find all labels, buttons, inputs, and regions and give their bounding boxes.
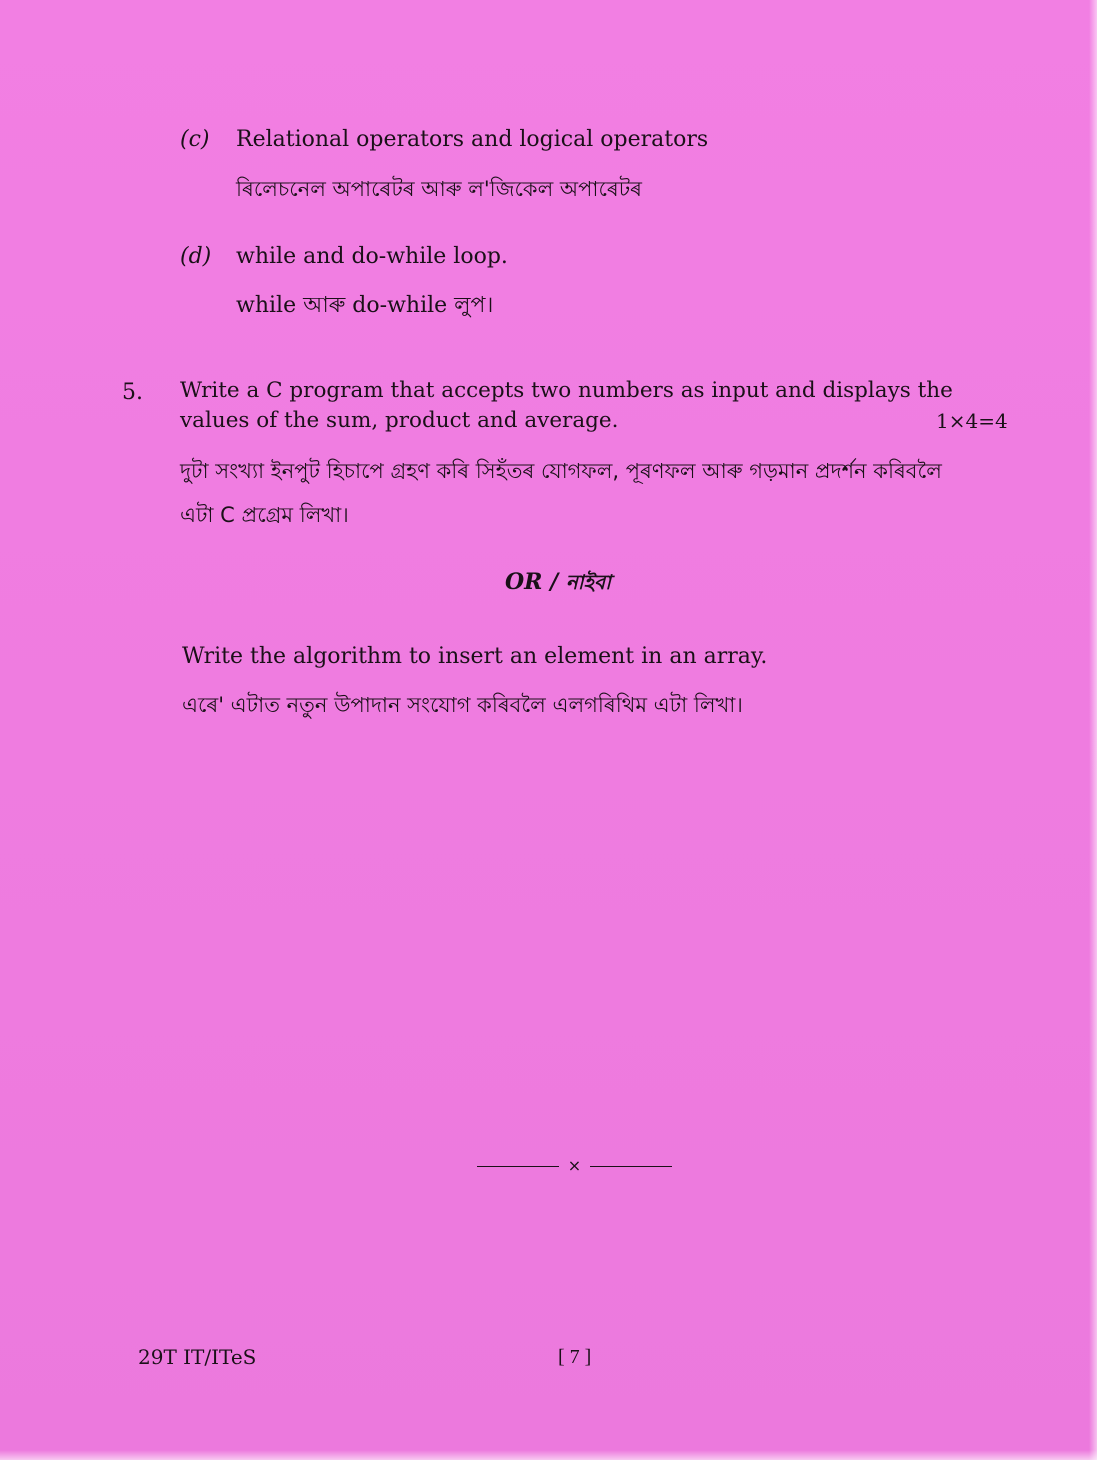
- q5-number: 5.: [122, 380, 143, 405]
- end-of-paper-mark: [477, 1151, 672, 1181]
- q4d-label: (d): [180, 244, 212, 269]
- page-edge-right: [1089, 0, 1097, 1460]
- q5-text-as-line2: এটা C প্ৰগ্ৰেম লিখা।: [180, 503, 349, 527]
- or-as: নাইবা: [565, 570, 611, 594]
- end-rule-right: [590, 1166, 672, 1167]
- q4d-text-en: while and do-while loop.: [236, 244, 508, 269]
- q5-alt-text-en: Write the algorithm to insert an element in an array.: [182, 644, 768, 669]
- q4c-text-en: Relational operators and logical operators: [236, 127, 709, 152]
- q5-text-en-line2: values of the sum, product and average.: [180, 408, 619, 433]
- q4c-label: (c): [180, 127, 210, 152]
- q5-alt-text-as: এৰে' এটাত নতুন উপাদান সংযোগ কৰিবলৈ এলগৰিথিম এটা লিখা।: [182, 693, 743, 717]
- q5-text-en-line1: Write a C program that accepts two numbers as input and displays the: [180, 378, 953, 403]
- or-divider: [505, 566, 611, 598]
- q4d-text-as-content: while আৰু do-while লুপ।: [236, 293, 494, 318]
- or-en: OR /: [505, 569, 559, 595]
- footer-page-number: [ 7 ]: [558, 1346, 592, 1368]
- end-rule-left: [477, 1166, 559, 1167]
- end-symbol: ×: [567, 1156, 582, 1175]
- q5-text-as-line1: দুটা সংখ্যা ইনপুট হিচাপে গ্ৰহণ কৰি সিহঁতৰ যোগফল, পূৰণফল আৰু গড়মান প্ৰদৰ্শন কৰিবলৈ: [180, 459, 942, 483]
- page-edge-bottom: [0, 1450, 1097, 1460]
- q4c-text-as: ৰিলেচনেল অপাৰেটৰ আৰু ল'জিকেল অপাৰেটৰ: [236, 177, 642, 201]
- q5-marks: 1×4=4: [936, 409, 1008, 433]
- footer-paper-code: 29T IT/ITeS: [138, 1345, 257, 1369]
- q4d-text-as: [236, 291, 493, 321]
